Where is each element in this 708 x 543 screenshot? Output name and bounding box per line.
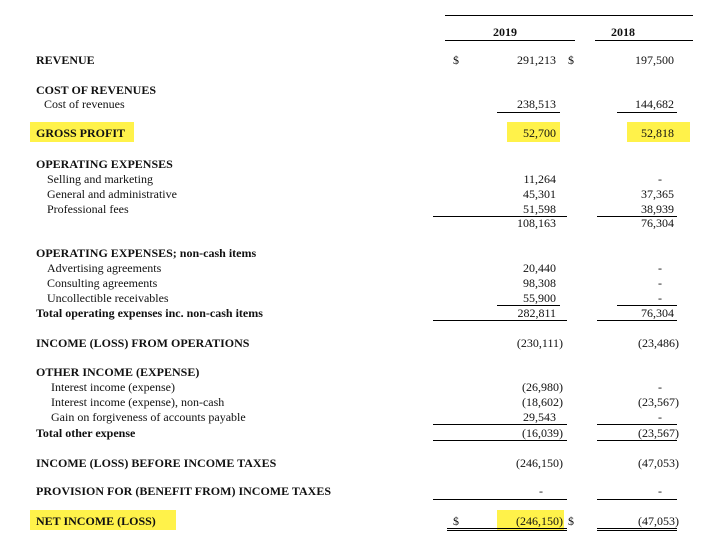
- interest-2019: (26,980): [522, 380, 563, 394]
- gross-profit-2018: 52,818: [641, 126, 674, 140]
- net-income-double-rule-2018-b: [597, 530, 677, 531]
- opex-total-2018: 76,304: [641, 216, 674, 230]
- income-before-tax-2019: (246,150): [516, 456, 563, 470]
- other-rule-2018: [597, 424, 677, 425]
- cost-of-revenues-2019: 238,513: [517, 97, 556, 111]
- provision-2019: -: [539, 484, 543, 498]
- operating-expenses-header: OPERATING EXPENSES: [36, 157, 173, 171]
- total-other-underline-2019: [433, 440, 567, 441]
- opex-total-2019: 108,163: [517, 216, 556, 230]
- total-opex-noncash-2018: 76,304: [641, 306, 674, 320]
- provision-2018: -: [658, 484, 662, 498]
- provision-rule-2019: [433, 499, 567, 500]
- cost-of-revenues-header: COST OF REVENUES: [36, 83, 157, 97]
- cost-rule-2019: [497, 112, 560, 113]
- advertising-2018: -: [658, 261, 662, 275]
- professional-fees-label: Professional fees: [47, 202, 129, 216]
- consulting-2018: -: [658, 276, 662, 290]
- income-before-tax-label: INCOME (LOSS) BEFORE INCOME TAXES: [36, 456, 277, 470]
- revenue-dollar-2019: $: [453, 53, 459, 67]
- income-operations-2018: (23,486): [638, 336, 679, 350]
- professional-fees-2019: 51,598: [523, 202, 556, 216]
- noncash-header: OPERATING EXPENSES; non-cash items: [36, 246, 257, 260]
- gain-forgiveness-2018: -: [658, 410, 662, 424]
- gain-forgiveness-2019: 29,543: [523, 410, 556, 424]
- total-opex-noncash-2019: 282,811: [517, 306, 556, 320]
- net-income-2019: (246,150): [516, 514, 563, 528]
- net-income-dollar-2018: $: [568, 514, 574, 528]
- net-income-2018: (47,053): [638, 514, 679, 528]
- interest-noncash-label: Interest income (expense), non-cash: [51, 395, 225, 409]
- selling-marketing-label: Selling and marketing: [47, 172, 153, 186]
- revenue-2018: 197,500: [635, 53, 674, 67]
- total-other-label: Total other expense: [36, 426, 136, 440]
- net-income-double-rule-2018-a: [597, 528, 677, 529]
- selling-marketing-2019: 11,264: [523, 172, 556, 186]
- selling-marketing-2018: -: [658, 172, 662, 186]
- column-header-2018: 2018: [611, 25, 635, 39]
- consulting-label: Consulting agreements: [47, 276, 158, 290]
- interest-label: Interest income (expense): [51, 380, 175, 394]
- other-income-header: OTHER INCOME (EXPENSE): [36, 365, 200, 379]
- income-operations-2019: (230,111): [516, 336, 563, 350]
- gross-profit-label: GROSS PROFIT: [36, 126, 126, 140]
- column-header-2019: 2019: [493, 25, 517, 39]
- professional-fees-2018: 38,939: [641, 202, 674, 216]
- revenue-dollar-2018: $: [568, 53, 574, 67]
- provision-label: PROVISION FOR (BENEFIT FROM) INCOME TAXES: [36, 484, 332, 498]
- uncollectible-2019: 55,900: [523, 291, 556, 305]
- net-income-dollar-2019: $: [453, 514, 459, 528]
- header-bottom-rule-2019: [445, 40, 575, 41]
- total-other-2018: (23,567): [638, 426, 679, 440]
- cost-rule-2018: [617, 112, 677, 113]
- total-opex-underline-2018: [597, 320, 677, 321]
- general-admin-2018: 37,365: [641, 187, 674, 201]
- advertising-label: Advertising agreements: [47, 261, 162, 275]
- consulting-2019: 98,308: [523, 276, 556, 290]
- gain-forgiveness-label: Gain on forgiveness of accounts payable: [51, 410, 246, 424]
- uncollectible-2018: -: [658, 291, 662, 305]
- net-income-double-rule-2019-b: [447, 530, 567, 531]
- cost-of-revenues-2018: 144,682: [635, 97, 674, 111]
- interest-2018: -: [658, 380, 662, 394]
- net-income-double-rule-2019-a: [447, 528, 567, 529]
- advertising-2019: 20,440: [523, 261, 556, 275]
- header-bottom-rule-2018: [595, 40, 693, 41]
- income-before-tax-2018: (47,053): [638, 456, 679, 470]
- total-other-underline-2018: [597, 440, 677, 441]
- income-operations-label: INCOME (LOSS) FROM OPERATIONS: [36, 336, 250, 350]
- net-income-label: NET INCOME (LOSS): [36, 514, 156, 528]
- total-opex-noncash-label: Total operating expenses inc. non-cash items: [36, 306, 263, 320]
- provision-rule-2018: [597, 499, 677, 500]
- uncollectible-label: Uncollectible receivables: [47, 291, 169, 305]
- interest-noncash-2019: (18,602): [522, 395, 563, 409]
- general-admin-label: General and administrative: [47, 187, 177, 201]
- total-opex-underline-2019: [433, 320, 567, 321]
- total-other-2019: (16,039): [522, 426, 563, 440]
- interest-noncash-2018: (23,567): [638, 395, 679, 409]
- header-top-rule: [445, 15, 693, 16]
- gross-profit-2019: 52,700: [523, 126, 556, 140]
- cost-of-revenues-label: Cost of revenues: [44, 97, 125, 111]
- general-admin-2019: 45,301: [523, 187, 556, 201]
- revenue-2019: 291,213: [517, 53, 556, 67]
- revenue-label: REVENUE: [36, 53, 95, 67]
- other-rule-2019: [433, 424, 567, 425]
